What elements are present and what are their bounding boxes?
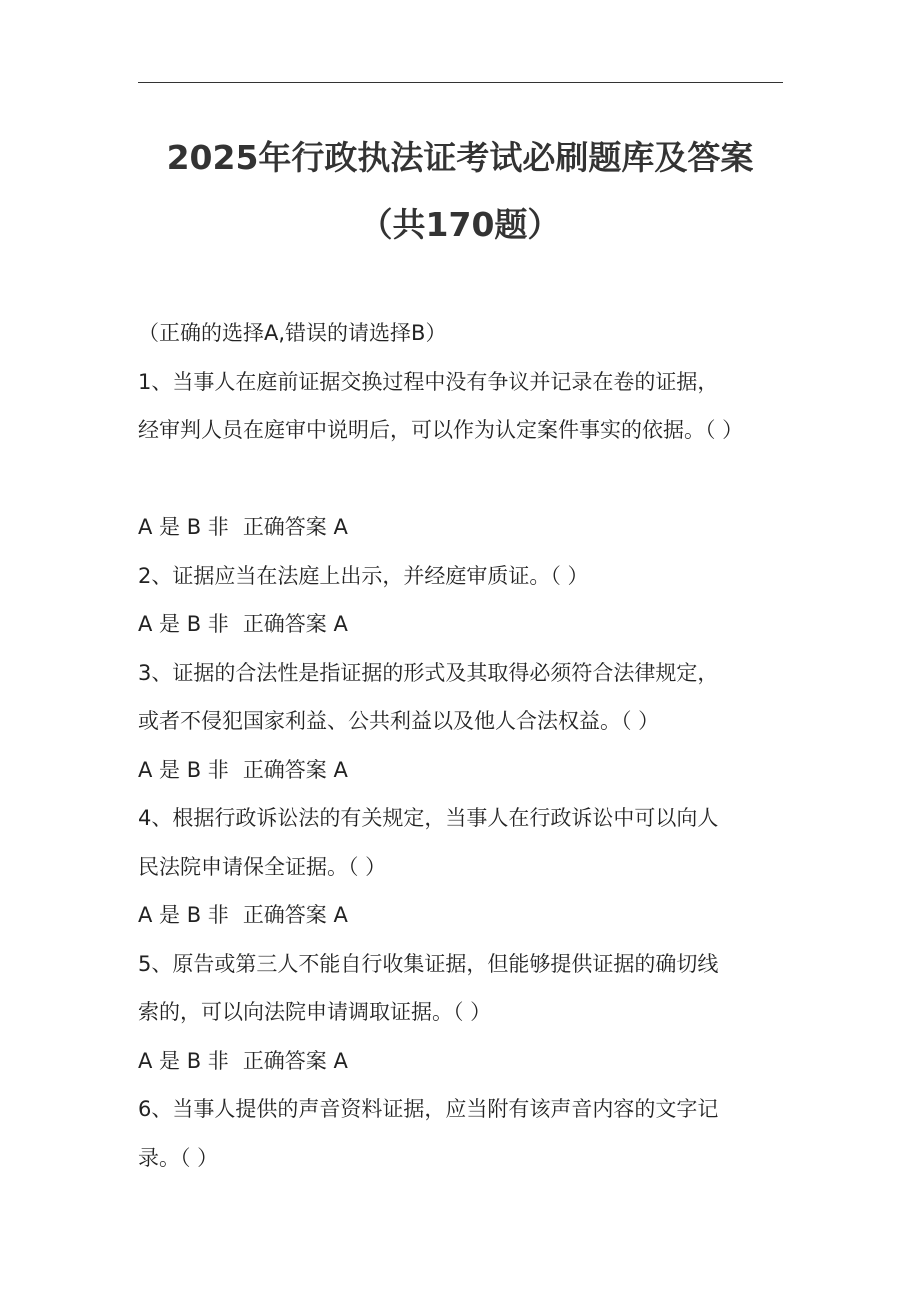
question-text: 3、证据的合法性是指证据的形式及其取得必须符合法律规定， <box>138 660 719 685</box>
question-text: 或者不侵犯国家利益、公共利益以及他人合法权益。（ ） <box>138 709 660 733</box>
instruction-text: （正确的选择A,错误的请选择B） <box>138 321 447 345</box>
document-subtitle: （共170题） <box>359 205 561 244</box>
correct-answer: 正确答案 A <box>242 612 348 636</box>
question-item <box>138 358 798 552</box>
question-item <box>138 552 798 649</box>
question-text: 经审判人员在庭审中说明后，可以作为认定案件事实的依据。（ ） <box>138 418 744 442</box>
answer-line <box>138 891 798 940</box>
question-item <box>138 649 798 795</box>
options-text: A 是 B 非 <box>138 903 229 927</box>
correct-answer: 正确答案 A <box>242 757 348 782</box>
question-text: 2、证据应当在法庭上出示，并经庭审质证。（ ） <box>138 563 589 588</box>
question-text: 6、当事人提供的声音资料证据，应当附有该声音内容的文字记 <box>138 1097 719 1121</box>
answer-line <box>138 600 798 649</box>
question-text: 1、当事人在庭前证据交换过程中没有争议并记录在卷的证据， <box>138 369 719 394</box>
options-text: A 是 B 非 <box>138 757 229 782</box>
correct-answer: 正确答案 A <box>242 515 348 539</box>
correct-answer: 正确答案 A <box>242 903 348 927</box>
question-item <box>138 1085 798 1182</box>
options-text: A 是 B 非 <box>138 1048 229 1073</box>
question-text: 民法院申请保全证据。（ ） <box>138 854 387 879</box>
document-body <box>138 309 798 1182</box>
answer-line <box>138 503 798 552</box>
question-text: 录。（ ） <box>138 1145 219 1170</box>
options-text: A 是 B 非 <box>138 612 229 636</box>
options-text: A 是 B 非 <box>138 515 229 539</box>
question-text: 4、根据行政诉讼法的有关规定，当事人在行政诉讼中可以向人 <box>138 806 719 830</box>
header-rule <box>138 82 783 83</box>
document-title: 2025年行政执法证考试必刷题库及答案 <box>166 138 754 177</box>
correct-answer: 正确答案 A <box>242 1048 348 1073</box>
question-item <box>138 794 798 940</box>
question-text: 索的，可以向法院申请调取证据。（ ） <box>138 1000 492 1024</box>
answer-line <box>138 746 798 795</box>
answer-line <box>138 1037 798 1086</box>
question-item <box>138 940 798 1086</box>
spacer <box>138 455 798 504</box>
question-text: 5、原告或第三人不能自行收集证据，但能够提供证据的确切线 <box>138 951 719 976</box>
